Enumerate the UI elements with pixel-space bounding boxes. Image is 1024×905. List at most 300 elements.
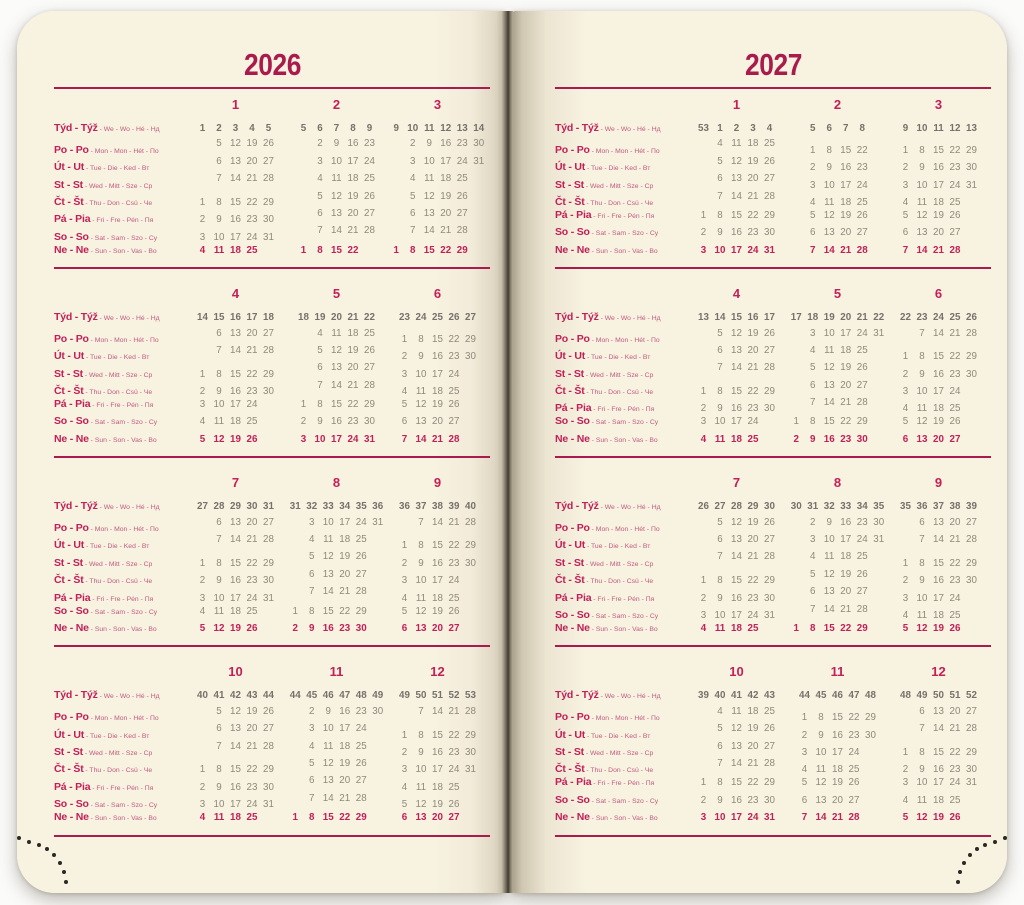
row-label-week bbox=[555, 685, 686, 705]
day-cell: 1 bbox=[801, 712, 808, 724]
row-label-primary: Čt - Št bbox=[54, 385, 84, 398]
row-label-primary: Pá - Pia bbox=[54, 398, 91, 411]
day-cell: 22 bbox=[949, 557, 961, 569]
day-cell: 29 bbox=[364, 399, 375, 411]
day-cell bbox=[788, 394, 805, 411]
month-9-mon-cells bbox=[897, 514, 980, 531]
day-cell: 4 bbox=[902, 196, 909, 208]
day-cell: 23 bbox=[856, 516, 868, 528]
day-cell: 1 bbox=[902, 144, 909, 156]
week-number-cell: 23 bbox=[916, 312, 928, 324]
week-number-cell: 36 bbox=[372, 501, 384, 513]
day-cell: 4 bbox=[401, 592, 408, 604]
month-4-field bbox=[185, 396, 286, 413]
week-number-cell: 6 bbox=[826, 123, 832, 134]
day-cell: 20 bbox=[832, 794, 843, 806]
row-label-translations: - Wed - Mitt - Sze - Ср bbox=[583, 749, 654, 757]
day-cell: 10 bbox=[415, 764, 427, 776]
day-cell: 14 bbox=[322, 792, 334, 804]
day-cell bbox=[788, 377, 805, 394]
month-7-mon-cells bbox=[695, 514, 778, 531]
day-cell: 1 bbox=[700, 777, 707, 789]
week-number-cell: 30 bbox=[764, 501, 775, 513]
day-cell: 11 bbox=[323, 534, 334, 546]
day-cell: 5 bbox=[902, 209, 909, 221]
week-number-cell: 48 bbox=[355, 690, 367, 702]
day-cell: 21 bbox=[347, 225, 359, 237]
month-number-2: 2 bbox=[332, 97, 341, 112]
week-number-cell: 4 bbox=[249, 123, 255, 134]
row-label-translations: - Sat - Sam - Szo - Су bbox=[589, 613, 659, 620]
month-8-field bbox=[787, 531, 888, 548]
day-cell: 8 bbox=[717, 777, 723, 789]
day-cell: 11 bbox=[213, 812, 225, 824]
day-cell: 6 bbox=[902, 227, 909, 239]
day-cell: 10 bbox=[714, 610, 726, 621]
month-number-1: 1 bbox=[732, 97, 741, 112]
month-11-field bbox=[286, 772, 387, 789]
day-cell: 5 bbox=[309, 757, 315, 769]
day-cell: 29 bbox=[456, 244, 468, 256]
day-cell: 21 bbox=[949, 534, 961, 546]
day-cell: 1 bbox=[292, 605, 298, 617]
week-number-cell: 10 bbox=[407, 123, 419, 134]
day-cell: 13 bbox=[331, 207, 342, 219]
month-1-thu-cells bbox=[194, 194, 277, 211]
day-cell: 23 bbox=[840, 433, 852, 445]
month-7-field bbox=[686, 590, 787, 607]
day-cell bbox=[871, 342, 888, 359]
day-cell: 4 bbox=[199, 605, 206, 617]
day-cell: 24 bbox=[856, 179, 868, 191]
day-cell: 26 bbox=[764, 723, 775, 735]
day-cell: 9 bbox=[919, 764, 925, 776]
day-cell: 11 bbox=[916, 610, 928, 621]
month-1-fri-cells bbox=[194, 211, 277, 228]
month-3-sun-cells bbox=[897, 242, 980, 259]
week-number-cell: 17 bbox=[790, 312, 802, 324]
day-cell bbox=[295, 359, 312, 376]
day-cell bbox=[963, 620, 980, 637]
day-cell: 6 bbox=[410, 207, 416, 219]
month-5-fri-cells bbox=[788, 394, 887, 411]
day-cell: 9 bbox=[325, 705, 331, 717]
day-cell: 25 bbox=[448, 781, 460, 793]
day-cell: 10 bbox=[823, 179, 835, 191]
day-cell: 6 bbox=[717, 740, 723, 752]
day-cell: 30 bbox=[865, 729, 876, 741]
quarter-block-2 bbox=[54, 278, 490, 458]
day-cell: 9 bbox=[216, 386, 222, 398]
day-cell: 8 bbox=[717, 209, 723, 221]
day-cell: 1 bbox=[902, 557, 909, 569]
week-number-cell: 30 bbox=[246, 501, 258, 513]
week-number-cell: 14 bbox=[197, 312, 208, 324]
month-1-field bbox=[185, 153, 286, 170]
day-cell: 6 bbox=[317, 362, 323, 374]
quarter-divider-rule bbox=[555, 645, 991, 647]
day-cell: 29 bbox=[856, 622, 868, 634]
day-cell: 12 bbox=[423, 190, 435, 202]
day-cell bbox=[260, 431, 277, 448]
day-cell: 15 bbox=[832, 712, 843, 724]
day-cell: 12 bbox=[322, 757, 334, 769]
month-6-wed-cells bbox=[396, 366, 479, 383]
day-cell: 9 bbox=[216, 575, 222, 587]
row-label-translations: - We - Wo - Hé - Нд bbox=[598, 693, 661, 701]
day-cell: 16 bbox=[432, 351, 443, 363]
day-cell: 12 bbox=[916, 416, 928, 428]
day-cell: 7 bbox=[410, 225, 416, 237]
day-cell bbox=[963, 809, 980, 826]
month-4-thu-cells bbox=[695, 383, 778, 400]
month-6-sat-cells bbox=[897, 413, 980, 430]
day-cell: 15 bbox=[230, 764, 241, 776]
week-number-cell: 2 bbox=[216, 123, 222, 134]
day-cell: 13 bbox=[331, 362, 342, 374]
row-label-translations: - Sun - Son - Vas - Во bbox=[589, 815, 658, 823]
day-cell: 24 bbox=[856, 327, 868, 339]
day-cell: 17 bbox=[339, 516, 351, 528]
month-2-week-cells bbox=[805, 120, 871, 137]
row-label-primary: Pá - Pia bbox=[555, 591, 592, 604]
calendar-row-sun bbox=[555, 807, 991, 824]
month-9-field bbox=[888, 531, 989, 548]
day-cell: 23 bbox=[456, 138, 468, 150]
day-cell: 1 bbox=[292, 812, 298, 824]
day-cell: 23 bbox=[347, 416, 359, 428]
day-cell: 2 bbox=[199, 214, 206, 226]
day-cell: 16 bbox=[432, 746, 443, 758]
week-number-cell: 36 bbox=[399, 501, 410, 513]
day-cell: 11 bbox=[815, 764, 827, 776]
day-cell: 24 bbox=[246, 399, 258, 411]
week-number-cell: 39 bbox=[448, 501, 460, 513]
day-cell: 9 bbox=[216, 214, 222, 226]
day-cell: 16 bbox=[832, 729, 843, 741]
week-number-cell: 30 bbox=[790, 501, 802, 513]
day-cell: 5 bbox=[401, 799, 408, 811]
month-5-field bbox=[787, 413, 888, 430]
month-3-field bbox=[888, 159, 989, 176]
week-number-cell: 49 bbox=[916, 690, 928, 702]
month-1-field bbox=[686, 242, 787, 259]
month-3-field bbox=[387, 170, 488, 187]
month-11-field bbox=[286, 755, 387, 772]
month-1-sat-cells bbox=[695, 224, 778, 241]
day-cell: 4 bbox=[199, 244, 206, 256]
week-number-cell: 13 bbox=[456, 123, 468, 134]
month-11-tue-cells bbox=[287, 720, 386, 737]
day-cell bbox=[194, 153, 211, 170]
day-cell: 22 bbox=[448, 333, 460, 345]
row-label-translations: - Tue - Die - Ked - Вт bbox=[585, 354, 651, 362]
month-5-sat-cells bbox=[295, 413, 378, 430]
week-number-cell: 51 bbox=[432, 690, 443, 702]
month-numbers-row bbox=[54, 89, 490, 118]
day-cell: 28 bbox=[364, 379, 375, 391]
month-4-field bbox=[686, 413, 787, 430]
week-number-cell: 29 bbox=[230, 501, 241, 513]
day-cell: 19 bbox=[840, 362, 852, 374]
day-cell: 28 bbox=[465, 516, 476, 528]
quarter-divider-rule bbox=[555, 835, 991, 837]
month-6-wed-cells bbox=[897, 366, 980, 383]
day-cell: 9 bbox=[717, 794, 723, 806]
month-3-field bbox=[387, 242, 488, 259]
row-label-translations: - Thu - Don - Csü - Че bbox=[584, 199, 654, 207]
day-cell: 31 bbox=[873, 534, 885, 546]
day-cell: 13 bbox=[415, 622, 427, 634]
month-number-12: 12 bbox=[931, 664, 946, 680]
day-cell: 5 bbox=[717, 327, 723, 339]
day-cell bbox=[871, 377, 888, 394]
month-11-wed-cells bbox=[796, 744, 879, 761]
day-cell: 30 bbox=[263, 386, 274, 398]
day-cell bbox=[462, 620, 479, 637]
day-cell: 27 bbox=[364, 362, 375, 374]
month-numbers-row bbox=[555, 278, 991, 307]
month-12-field bbox=[888, 720, 989, 737]
day-cell: 17 bbox=[933, 592, 944, 604]
row-label-sun bbox=[54, 807, 185, 827]
day-cell bbox=[871, 394, 888, 411]
day-cell: 1 bbox=[401, 540, 408, 552]
month-5-thu-cells bbox=[788, 377, 887, 394]
day-cell: 12 bbox=[731, 723, 742, 735]
week-number-cell: 45 bbox=[815, 690, 827, 702]
month-number-10: 10 bbox=[228, 664, 243, 680]
day-cell: 22 bbox=[949, 351, 961, 363]
day-cell: 22 bbox=[949, 746, 961, 758]
day-cell: 21 bbox=[448, 705, 460, 717]
day-cell: 10 bbox=[916, 179, 928, 191]
day-cell: 13 bbox=[823, 586, 835, 598]
day-cell: 19 bbox=[432, 605, 443, 617]
day-cell: 12 bbox=[916, 209, 928, 221]
month-8-field bbox=[787, 548, 888, 565]
row-label-primary: Út - Ut bbox=[555, 539, 586, 552]
month-8-wed-cells bbox=[287, 548, 386, 565]
day-cell: 25 bbox=[355, 740, 367, 752]
day-cell: 23 bbox=[448, 351, 460, 363]
month-6-sat-cells bbox=[396, 413, 479, 430]
row-label-primary: So - So bbox=[555, 793, 590, 806]
week-number-cell: 28 bbox=[213, 501, 225, 513]
day-cell bbox=[260, 620, 277, 637]
day-cell: 23 bbox=[949, 368, 961, 380]
day-cell: 18 bbox=[832, 764, 843, 776]
day-cell: 3 bbox=[902, 179, 909, 191]
week-number-cell: 43 bbox=[764, 690, 775, 702]
month-9-field bbox=[888, 590, 989, 607]
day-cell: 15 bbox=[731, 209, 742, 221]
month-7-field bbox=[686, 620, 787, 637]
day-cell bbox=[287, 583, 304, 600]
month-number-1: 1 bbox=[231, 97, 240, 112]
month-3-tue-cells bbox=[388, 153, 487, 170]
week-number-cell: 43 bbox=[246, 690, 258, 702]
day-cell: 3 bbox=[700, 416, 707, 428]
month-3-field bbox=[387, 188, 488, 205]
label-spacer bbox=[555, 278, 686, 307]
week-number-cell: 40 bbox=[465, 501, 476, 513]
day-cell: 8 bbox=[216, 557, 222, 569]
row-label-primary: Týd - Týž bbox=[54, 500, 98, 513]
row-label-week bbox=[555, 496, 686, 516]
day-cell: 17 bbox=[230, 231, 241, 243]
month-11-mon-cells bbox=[287, 703, 386, 720]
week-number-cell: 22 bbox=[873, 312, 885, 324]
day-cell: 11 bbox=[331, 327, 342, 339]
day-cell: 22 bbox=[246, 764, 258, 776]
month-3-fri-cells bbox=[388, 205, 487, 222]
month-12-fri-cells bbox=[396, 779, 479, 796]
day-cell: 19 bbox=[933, 812, 944, 824]
calendar-grid-2027 bbox=[555, 89, 991, 837]
day-cell: 15 bbox=[331, 244, 342, 256]
row-label-translations: - Tue - Die - Ked - Вт bbox=[585, 543, 651, 551]
day-cell: 26 bbox=[246, 433, 258, 445]
day-cell: 8 bbox=[309, 605, 315, 617]
day-cell: 6 bbox=[810, 227, 816, 239]
day-cell: 21 bbox=[747, 190, 759, 202]
row-label-primary: So - So bbox=[54, 798, 89, 811]
row-label-translations: - Sat - Sam - Szo - Су bbox=[589, 230, 659, 238]
month-6-sun-cells bbox=[897, 431, 980, 448]
row-label-translations: - We - Wo - Hé - Нд bbox=[598, 504, 661, 512]
day-cell: 26 bbox=[949, 416, 961, 428]
month-5-field bbox=[286, 396, 387, 413]
day-cell: 8 bbox=[810, 416, 816, 428]
day-cell: 29 bbox=[263, 557, 274, 569]
week-number-cell: 50 bbox=[415, 690, 427, 702]
month-3-thu-cells bbox=[388, 188, 487, 205]
month-4-field bbox=[185, 325, 286, 342]
month-numbers-row bbox=[54, 467, 490, 496]
month-8-tue-cells bbox=[788, 531, 887, 548]
day-cell: 11 bbox=[731, 138, 742, 150]
day-cell: 19 bbox=[747, 327, 759, 339]
day-cell: 20 bbox=[246, 516, 258, 528]
row-label-translations: - Sat - Sam - Szo - Су bbox=[88, 234, 158, 242]
month-2-field bbox=[787, 120, 888, 137]
day-cell: 18 bbox=[347, 327, 359, 339]
month-6-field bbox=[387, 396, 488, 413]
day-cell: 22 bbox=[246, 196, 258, 208]
row-label-primary: St - St bbox=[54, 178, 83, 191]
row-label-primary: Út - Ut bbox=[54, 728, 85, 741]
day-cell: 12 bbox=[213, 622, 225, 634]
day-cell: 30 bbox=[966, 575, 977, 587]
day-cell: 30 bbox=[372, 705, 384, 717]
day-cell bbox=[788, 359, 805, 376]
week-number-cell: 44 bbox=[289, 690, 301, 702]
day-cell: 5 bbox=[216, 138, 222, 150]
month-7-tue-cells bbox=[194, 531, 277, 548]
month-2-field bbox=[787, 142, 888, 159]
day-cell: 20 bbox=[840, 586, 852, 598]
day-cell: 19 bbox=[347, 344, 359, 356]
month-8-mon-cells bbox=[287, 514, 386, 531]
day-cell: 5 bbox=[309, 551, 315, 563]
month-9-thu-cells bbox=[396, 572, 479, 589]
day-cell: 9 bbox=[418, 351, 424, 363]
day-cell: 14 bbox=[933, 723, 944, 735]
row-label-primary: Týd - Týž bbox=[54, 689, 98, 702]
week-number-cell: 14 bbox=[473, 123, 485, 134]
day-cell bbox=[194, 514, 211, 531]
day-cell: 2 bbox=[810, 516, 816, 528]
day-cell: 13 bbox=[415, 416, 427, 428]
day-cell: 31 bbox=[764, 244, 775, 256]
month-4-mon-cells bbox=[695, 325, 778, 342]
day-cell: 9 bbox=[418, 746, 424, 758]
day-cell: 5 bbox=[902, 622, 909, 634]
day-cell: 10 bbox=[423, 155, 435, 167]
month-8-field bbox=[286, 514, 387, 531]
week-number-cell: 21 bbox=[856, 312, 868, 324]
day-cell bbox=[471, 205, 488, 222]
month-9-field bbox=[387, 514, 488, 531]
day-cell: 12 bbox=[916, 812, 928, 824]
month-numbers-row bbox=[555, 656, 991, 685]
day-cell: 11 bbox=[916, 794, 928, 806]
day-cell: 8 bbox=[919, 557, 925, 569]
day-cell: 29 bbox=[263, 368, 274, 380]
month-8-field bbox=[286, 566, 387, 583]
day-cell: 23 bbox=[747, 227, 759, 239]
day-cell bbox=[295, 377, 312, 394]
month-11-field bbox=[787, 792, 888, 809]
day-cell: 4 bbox=[309, 740, 315, 752]
day-cell bbox=[287, 514, 304, 531]
stitch-dot bbox=[37, 843, 41, 847]
day-cell: 31 bbox=[764, 610, 775, 621]
row-label-primary: So - So bbox=[54, 230, 89, 243]
week-number-cell: 46 bbox=[832, 690, 843, 702]
week-number-cell: 8 bbox=[859, 123, 865, 134]
day-cell: 31 bbox=[473, 155, 485, 167]
month-10-mon-cells bbox=[194, 703, 277, 720]
day-cell: 24 bbox=[364, 155, 375, 167]
day-cell: 15 bbox=[731, 575, 742, 587]
stitch-dot bbox=[27, 840, 31, 844]
day-cell: 10 bbox=[916, 777, 928, 789]
week-number-cell: 1 bbox=[717, 123, 723, 134]
day-cell: 20 bbox=[432, 812, 443, 824]
day-cell: 24 bbox=[747, 812, 759, 824]
month-2-field bbox=[286, 222, 387, 239]
day-cell: 23 bbox=[949, 575, 961, 587]
month-7-field bbox=[185, 531, 286, 548]
day-cell: 16 bbox=[731, 403, 742, 415]
day-cell bbox=[388, 135, 405, 152]
year-title-left bbox=[54, 48, 490, 82]
day-cell: 23 bbox=[246, 575, 258, 587]
day-cell: 20 bbox=[840, 379, 852, 391]
stitch-dot bbox=[962, 861, 966, 865]
day-cell: 29 bbox=[764, 575, 775, 587]
week-number-cell: 38 bbox=[432, 501, 443, 513]
day-cell: 14 bbox=[731, 190, 742, 202]
day-cell: 16 bbox=[933, 575, 944, 587]
row-label-week bbox=[555, 118, 686, 138]
day-cell: 18 bbox=[747, 138, 759, 150]
month-6-field bbox=[387, 431, 488, 448]
week-number-cell: 24 bbox=[933, 312, 944, 324]
day-cell: 11 bbox=[213, 244, 225, 256]
